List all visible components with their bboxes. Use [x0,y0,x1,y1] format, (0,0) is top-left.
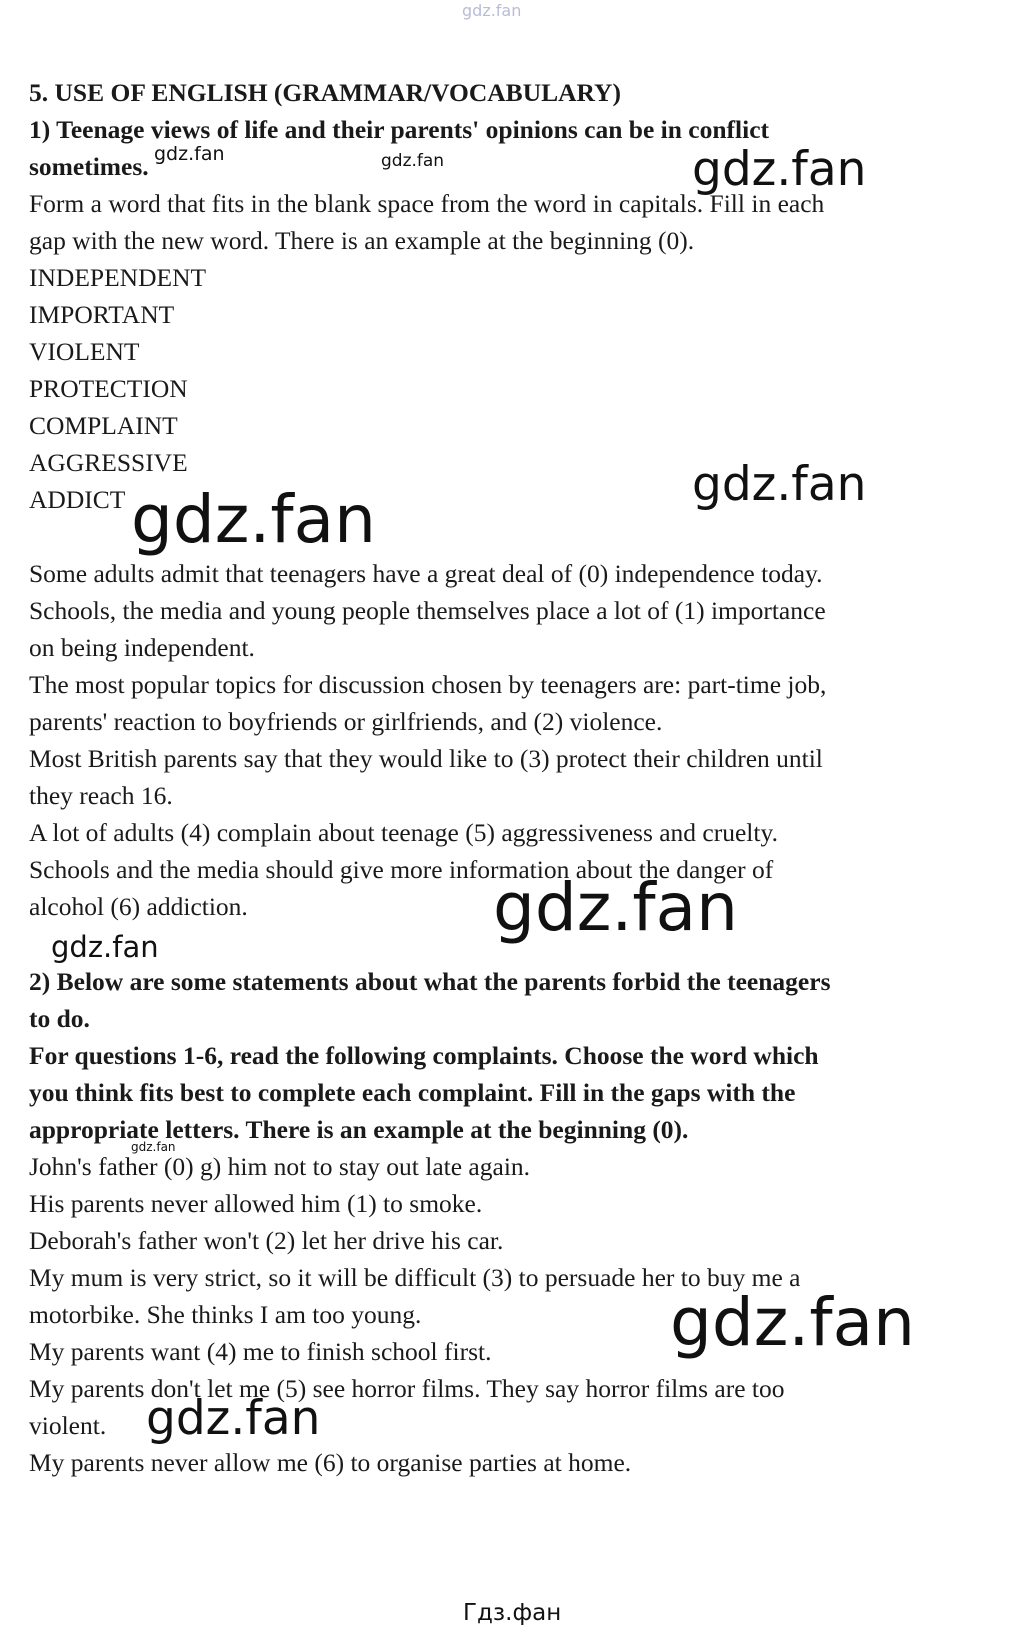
exercise2-text-line: motorbike. She thinks I am too young. [29,1300,422,1329]
word-list-item: INDEPENDENT [29,263,207,292]
exercise1-text-line: Schools, the media and young people themselves place a lot of (1) importance [29,596,826,625]
exercise2-text-line: My parents don't let me (5) see horror films. They say horror films are too [29,1374,785,1403]
exercise1-text-line: Some adults admit that teenagers have a great deal of (0) independence today. [29,559,823,588]
exercise1-instructions-line-2: gap with the new word. There is an example at the beginning (0). [29,226,695,255]
exercise1-heading-line-1: 1) Teenage views of life and their parents' opinions can be in conflict [29,115,770,144]
word-list-item: AGGRESSIVE [29,448,188,477]
exercise2-instructions-line-2: you think fits best to complete each complaint. Fill in the gaps with the [29,1078,796,1107]
exercise2-text-line: My mum is very strict, so it will be difficult (3) to persuade her to buy me a [29,1263,801,1292]
exercise1-text-line: they reach 16. [29,781,173,810]
exercise1-text-line: parents' reaction to boyfriends or girlfriends, and (2) violence. [29,707,663,736]
watermark: gdz.fan [670,1284,915,1361]
word-list-item: COMPLAINT [29,411,178,440]
watermark: gdz.fan [131,481,376,558]
word-list-item: VIOLENT [29,337,140,366]
word-list-item: IMPORTANT [29,300,175,329]
exercise2-instructions-line-3: appropriate letters. There is an example at the beginning (0). [29,1115,689,1144]
exercise2-text-line: My parents never allow me (6) to organise parties at home. [29,1448,632,1477]
exercise1-instructions-line-1: Form a word that fits in the blank space from the word in capitals. Fill in each [29,189,825,218]
watermark: gdz.fan [154,143,225,165]
watermark: gdz.fan [146,1391,321,1446]
exercise2-text-line: My parents want (4) me to finish school first. [29,1337,492,1366]
exercise1-text-line: A lot of adults (4) complain about teenage (5) aggressiveness and cruelty. [29,818,778,847]
word-list-item: PROTECTION [29,374,188,403]
watermark: gdz.fan [131,1140,176,1154]
exercise1-text-line: The most popular topics for discussion chosen by teenagers are: part-time job, [29,670,827,699]
exercise1-text-line: alcohol (6) addiction. [29,892,248,921]
word-list-item: ADDICT [29,485,126,514]
exercise1-text-line: Schools and the media should give more information about the danger of [29,855,774,884]
exercise2-heading-line-2: to do. [29,1004,90,1033]
section-title: 5. USE OF ENGLISH (GRAMMAR/VOCABULARY) [29,78,621,107]
watermark: gdz.fan [692,457,867,512]
exercise2-text-line: violent. [29,1411,107,1440]
watermark: gdz.fan [381,151,445,171]
top-watermark: gdz.fan [462,1,522,20]
footer-watermark: Гдз.фан [463,1600,562,1626]
exercise2-instructions-line-1: For questions 1-6, read the following complaints. Choose the word which [29,1041,819,1070]
watermark: gdz.fan [51,930,159,964]
watermark: gdz.fan [692,142,867,197]
exercise2-text-line: His parents never allowed him (1) to smoke. [29,1189,483,1218]
exercise1-text-line: Most British parents say that they would like to (3) protect their children until [29,744,823,773]
exercise2-text-line: John's father (0) g) him not to stay out late again. [29,1152,531,1181]
exercise2-heading-line-1: 2) Below are some statements about what the parents forbid the teenagers [29,967,831,996]
exercise2-text-line: Deborah's father won't (2) let her drive his car. [29,1226,504,1255]
watermark: gdz.fan [493,869,738,946]
exercise1-heading-line-2: sometimes. [29,152,149,181]
exercise1-text-line: on being independent. [29,633,255,662]
